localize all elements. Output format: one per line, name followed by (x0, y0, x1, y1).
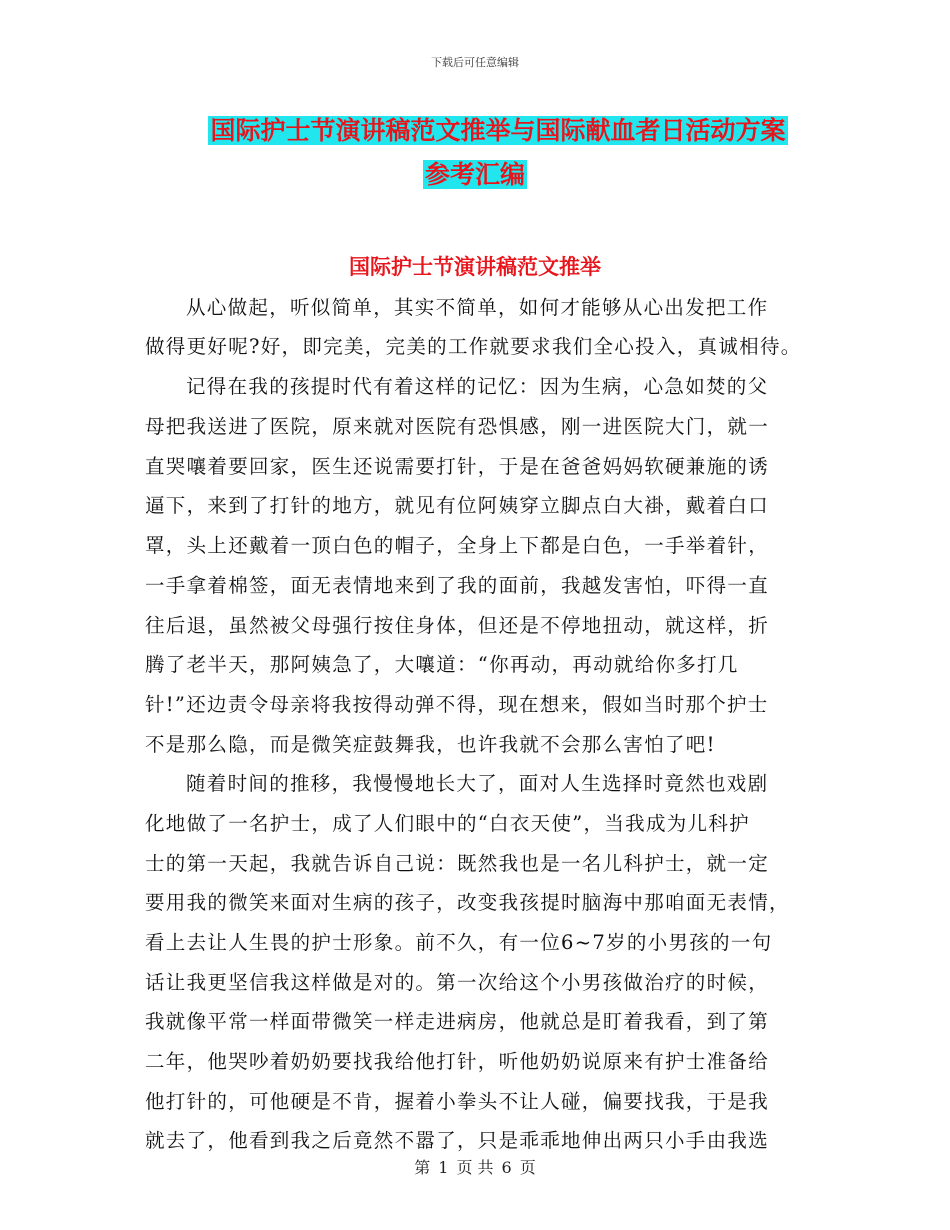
document-title-line1 (0, 114, 950, 148)
body-line-22: 就去了，他看到我之后竟然不嚣了，只是乖乖地伸出两只小手由我选 (145, 1129, 770, 1152)
page-current-number: 1 (438, 1158, 449, 1177)
body-line-4: 母把我送进了医院，原来就对医院有恐惧感，刚一进医院大门，就一 (145, 415, 770, 438)
body-line-13: 随着时间的推移，我慢慢地长大了，面对人生选择时竟然也戏剧 (186, 772, 769, 795)
body-line-9: 往后退，虽然被父母强行按住身体，但还是不停地扭动，就这样，折 (145, 614, 770, 637)
title-line1-text: 国际护士节演讲稿范文推举与国际献血者日活动方案 (210, 116, 786, 145)
body-line-16: 要用我的微笑来面对生病的孩子，改变我孩提时脑海中那咱面无表情， (145, 891, 790, 914)
body-line-10: 腾了老半天，那阿姨急了，大嚷道：“你再动，再动就给你多打几 (145, 653, 739, 676)
page-prefix: 第 (414, 1158, 431, 1177)
page-header-note: 下载后可任意编辑 (431, 56, 519, 69)
body-line-6: 逼下，来到了打针的地方，就见有位阿姨穿立脚点白大褂，戴着白口 (145, 494, 770, 517)
body-line-19: 我就像平常一样面带微笑一样走进病房，他就总是盯着我看，到了第 (145, 1010, 770, 1033)
body-line-11: 针!”还边责令母亲将我按得动弹不得，现在想来，假如当时那个护士 (145, 693, 769, 716)
body-line-5: 直哭嚷着要回家，医生还说需要打针，于是在爸爸妈妈软硬兼施的诱 (145, 455, 770, 478)
page-total-number: 6 (501, 1158, 512, 1177)
body-line-20: 二年，他哭吵着奶奶要找我给他打针，听他奶奶说原来有护士准备给 (145, 1050, 770, 1073)
page-suffix: 页 (519, 1158, 536, 1177)
section-title: 国际护士节演讲稿范文推举 (349, 254, 601, 279)
body-line-14: 化地做了一名护士，成了人们眼中的“白衣天使”，当我成为儿科护 (145, 812, 750, 835)
body-line-3: 记得在我的孩提时代有着这样的记忆：因为生病，心急如焚的父 (186, 375, 769, 398)
body-line-12: 不是那么隐，而是微笑症鼓舞我，也许我就不会那么害怕了吧! (145, 733, 716, 756)
body-line-15: 士的第一天起，我就告诉自己说：既然我也是一名儿科护士，就一定 (145, 852, 770, 875)
body-line-8: 一手拿着棉签，面无表情地来到了我的面前，我越发害怕，吓得一直 (145, 574, 770, 597)
body-line-1: 从心做起，听似简单，其实不简单，如何才能够从心出发把工作 (186, 296, 769, 319)
body-line-7: 罩，头上还戴着一顶白色的帽子，全身上下都是白色，一手举着针， (145, 534, 770, 557)
page-middle: 页 共 (456, 1158, 494, 1177)
body-line-17: 看上去让人生畏的护士形象。前不久，有一位6~7岁的小男孩的一句 (145, 931, 773, 954)
body-line-21: 他打针的，可他硬是不肯，握着小拳头不让人碰，偏要找我，于是我 (145, 1090, 770, 1113)
body-line-18: 话让我更坚信我这样做是对的。第一次给这个小男孩做治疗的时候， (145, 971, 770, 994)
title-line2-text: 参考汇编 (424, 160, 525, 189)
page-footer (0, 1155, 950, 1178)
body-line-2: 做得更好呢?好，即完美，完美的工作就要求我们全心投入，真诚相待。 (145, 335, 802, 358)
document-title-line2 (0, 158, 950, 192)
